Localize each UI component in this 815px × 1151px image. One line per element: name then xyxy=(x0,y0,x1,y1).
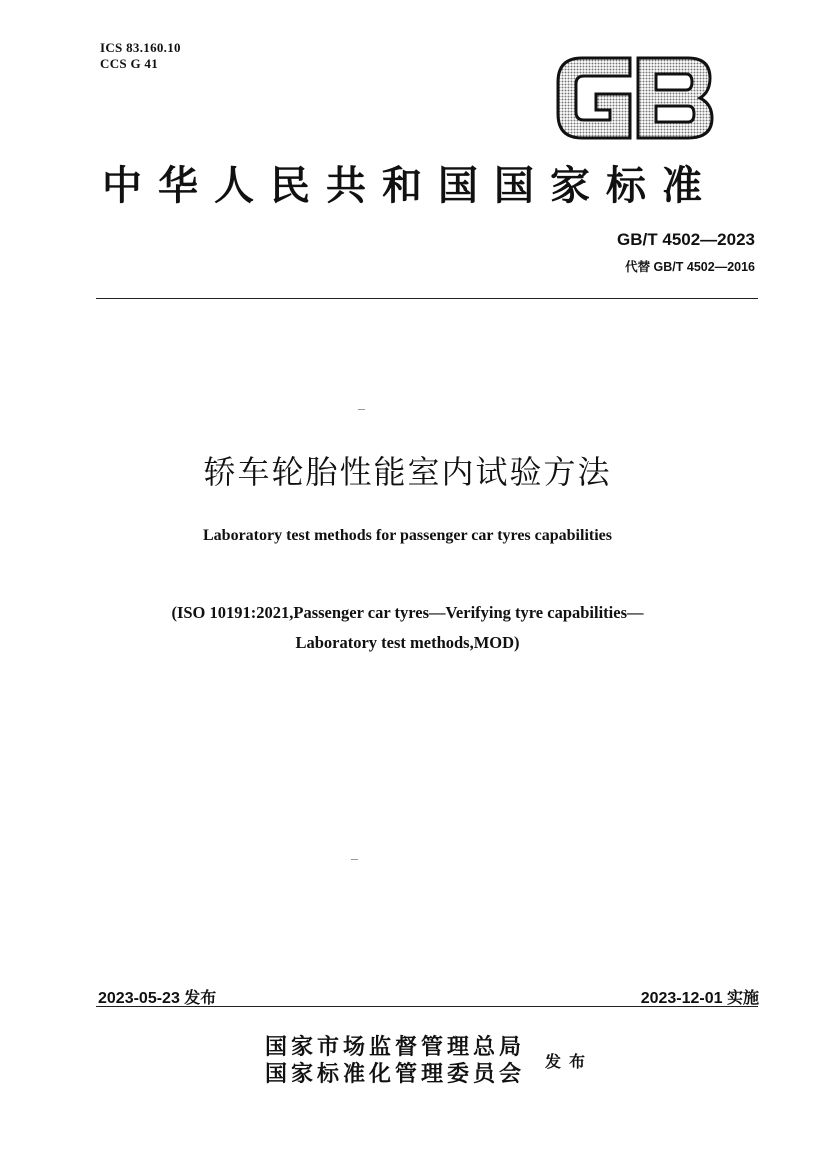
issue-label: 发布 xyxy=(545,1052,594,1071)
mark-dash xyxy=(358,409,365,410)
classification-codes xyxy=(100,40,181,72)
issuer-sac: 国家标准化管理委员会 xyxy=(265,1061,526,1087)
iso-reference-line-2: Laboratory test methods,MOD) xyxy=(295,633,520,652)
title-chinese: 轿车轮胎性能室内试验方法 xyxy=(203,453,612,491)
issuing-authorities xyxy=(265,1034,525,1088)
replaced-standard: 代替 GB/T 4502—2016 xyxy=(625,260,755,274)
header-divider xyxy=(96,298,758,299)
issuer-samr: 国家市场监督管理总局 xyxy=(265,1034,526,1060)
iso-reference xyxy=(0,598,815,658)
standard-number: GB/T 4502—2023 xyxy=(617,230,755,249)
national-standard-heading: 中华人民共和国国家标准 xyxy=(102,162,718,209)
mark-dash xyxy=(351,859,358,860)
footer-divider xyxy=(96,1006,758,1007)
title-english: Laboratory test methods for passenger car tyres capabilities xyxy=(203,527,612,544)
gb-standard-logo xyxy=(552,50,717,146)
ics-code: ICS 83.160.10 xyxy=(100,40,181,55)
ccs-code: CCS G 41 xyxy=(100,56,159,71)
issue-date: 2023-05-23 发布 xyxy=(98,990,217,1007)
implementation-date: 2023-12-01 实施 xyxy=(640,990,759,1007)
iso-reference-line-1: (ISO 10191:2021,Passenger car tyres—Verifying tyre capabilities— xyxy=(171,603,644,622)
